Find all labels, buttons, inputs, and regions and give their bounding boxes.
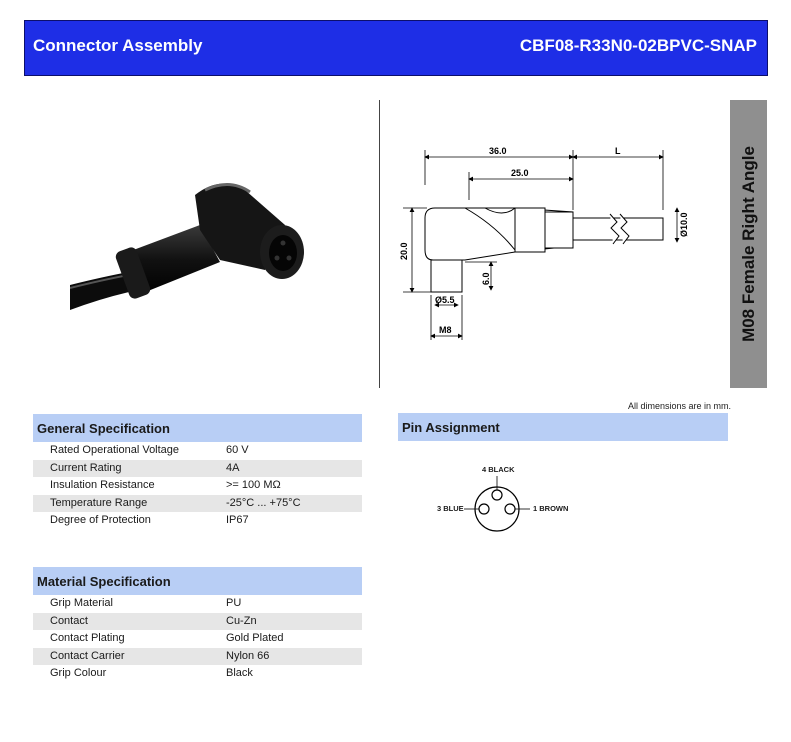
dimensions-note: All dimensions are in mm.: [628, 401, 732, 411]
table-row: [33, 595, 362, 612]
dim-6: 6.0: [481, 272, 491, 285]
dim-m8: M8: [439, 325, 452, 335]
table-row: [33, 512, 362, 529]
material-spec-header: Material Specification: [33, 567, 362, 595]
header-bar: [24, 20, 768, 76]
table-row: [33, 442, 362, 459]
product-sidebar: [730, 100, 767, 388]
pin-3-label: 3 BLUE: [437, 504, 464, 513]
table-row: [33, 495, 362, 512]
header-title: Connector Assembly: [33, 36, 203, 55]
dim-20: 20.0: [399, 242, 409, 260]
table-row: [33, 613, 362, 630]
pin-assignment-header: Pin Assignment: [398, 413, 728, 441]
table-row: [33, 460, 362, 477]
spec-key: Grip Colour: [50, 667, 107, 679]
pin-4-label: 4 BLACK: [482, 465, 515, 474]
table-row: [33, 665, 362, 682]
technical-drawing: [385, 100, 725, 400]
part-number: CBF08-R33N0-02BPVC-SNAP: [519, 36, 757, 55]
pin-1-label: 1 BROWN: [533, 504, 569, 513]
table-row: [33, 648, 362, 665]
spec-key: Grip Material: [50, 597, 113, 609]
spec-key: Rated Operational Voltage: [50, 444, 180, 456]
dim-d10: Ø10.0: [679, 212, 689, 237]
spec-value: Nylon 66: [226, 649, 270, 662]
pin-diagram: [430, 462, 580, 537]
spec-key: Insulation Resistance: [50, 479, 155, 491]
dim-36: 36.0: [489, 146, 507, 156]
spec-key: Contact: [50, 614, 88, 627]
general-spec-header: General Specification: [33, 414, 362, 442]
spec-value: -25°C ... +75°C: [226, 496, 301, 509]
spec-key: Contact Plating: [50, 632, 125, 644]
spec-key: Degree of Protection: [50, 514, 151, 526]
dim-d55: Ø5.5: [435, 295, 455, 305]
dim-l: L: [615, 146, 621, 156]
table-row: [33, 477, 362, 494]
spec-key: Contact Carrier: [50, 649, 125, 662]
spec-value: IP67: [226, 514, 249, 526]
spec-value: 60 V: [226, 444, 249, 456]
spec-value: Black: [226, 667, 253, 679]
divider-line: [379, 100, 380, 388]
dim-25: 25.0: [511, 168, 529, 178]
spec-value: Cu-Zn: [226, 614, 257, 627]
table-row: [33, 630, 362, 647]
spec-value: Gold Plated: [226, 632, 284, 644]
connector-photo: [70, 170, 310, 330]
spec-key: Temperature Range: [50, 496, 148, 509]
sidebar-label: M08 Female Right Angle: [738, 146, 758, 342]
spec-value: PU: [226, 597, 242, 609]
spec-value: >= 100 MΩ: [226, 479, 281, 491]
spec-value: 4A: [226, 461, 240, 474]
spec-key: Current Rating: [50, 461, 122, 474]
